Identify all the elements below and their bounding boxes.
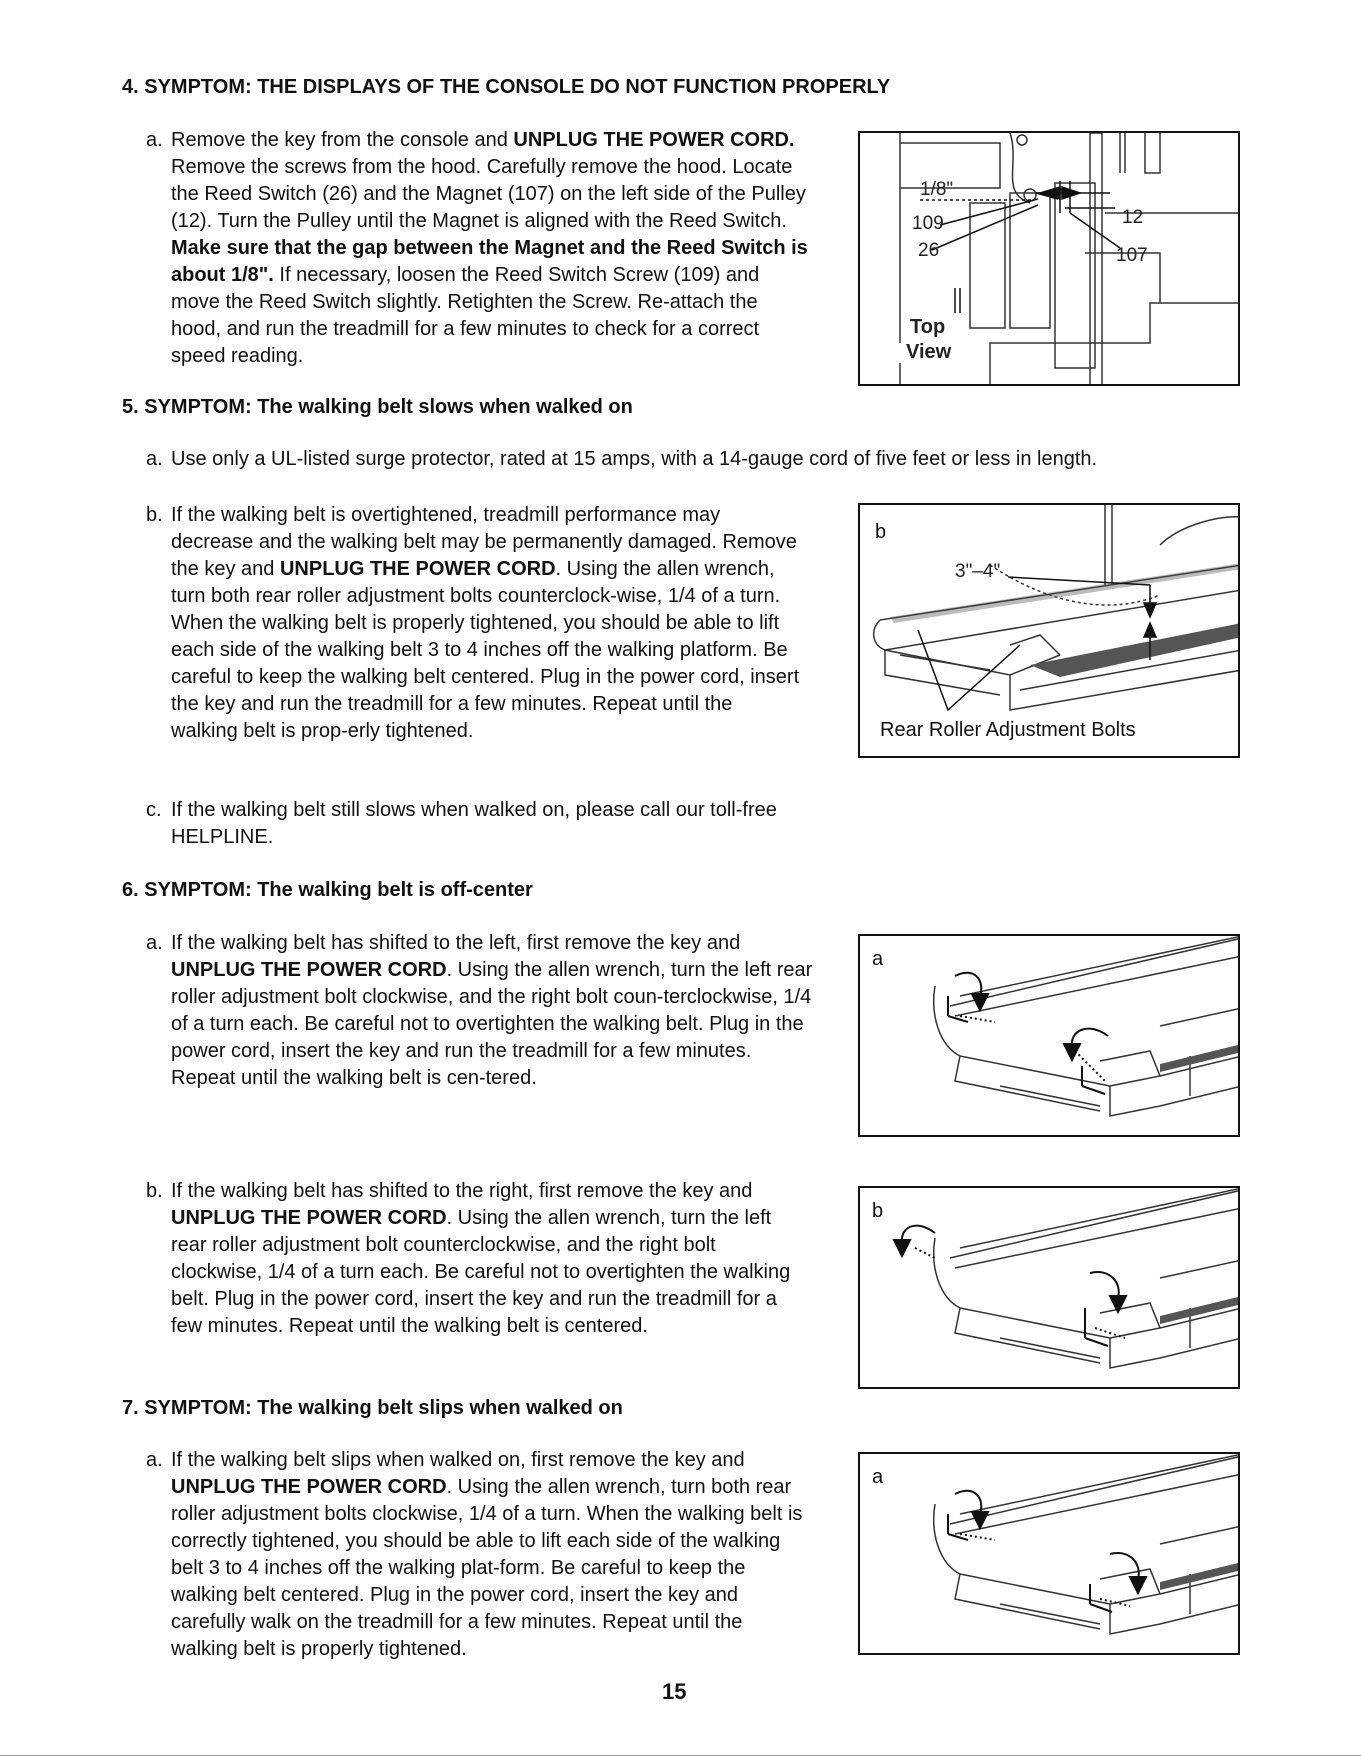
part-109-label: 109 bbox=[912, 213, 944, 234]
step-text: . Using the allen wrench, turn both rear roller adjustment bolts counterclock-wise, 1/4 of a turn. When the walking belt is properly tightened, you should be able to lift each side of the walking belt 3 to 4 inches off the walking platform. Be careful to keep the walking belt centered. Plug in the power cord, insert the key and run the treadmill for a few minutes. Repeat until the walking belt is prop-erly tightened. bbox=[171, 558, 800, 742]
belt-tension-figure bbox=[858, 503, 1240, 758]
step-text: Remove the screws from the hood. Carefully remove the hood. Locate the Reed Switch (26) and the Magnet (107) on the left side of the Pulley (12). Turn the Pulley until the Magnet is aligned with the Reed Switch. bbox=[171, 156, 806, 232]
step-label: a. bbox=[146, 1449, 163, 1471]
step-text: If the walking belt still slows when walked on, please call our toll-free HELPLINE. bbox=[171, 799, 777, 848]
step-text: . Using the allen wrench, turn both rear roller adjustment bolts clockwise, 1/4 of a turn. When the walking belt is correctly tightened, you should be able to lift each side of the walking belt 3 to 4 inches off the walking plat-form. Be careful to keep the walking belt centered. Plug in the power cord, insert the key and carefully walk on the treadmill for a few minutes. Repeat until the walking belt is properly tightened. bbox=[171, 1476, 803, 1660]
page-number: 15 bbox=[662, 1679, 687, 1704]
step-label: b. bbox=[146, 1180, 163, 1202]
reed-switch-top-view-figure bbox=[858, 131, 1240, 386]
step-label: a. bbox=[146, 129, 163, 151]
step-text: Remove the key from the console and bbox=[171, 129, 514, 151]
figure-letter: a bbox=[872, 1466, 884, 1488]
section-6-step-a bbox=[146, 930, 813, 1092]
section-7-heading: 7. SYMPTOM: The walking belt slips when walked on bbox=[122, 1397, 623, 1419]
top-view-label-line1: Top bbox=[910, 316, 946, 338]
part-12-label: 12 bbox=[1122, 207, 1144, 228]
step-text: If the walking belt has shifted to the right, first remove the key and bbox=[171, 1180, 753, 1202]
top-view-label-line2: View bbox=[906, 341, 952, 363]
section-5-step-a bbox=[146, 446, 1231, 473]
warning-text: UNPLUG THE POWER CORD bbox=[171, 1476, 447, 1498]
step-label: b. bbox=[146, 504, 163, 526]
warning-text: UNPLUG THE POWER CORD bbox=[279, 558, 556, 580]
part-107-label: 107 bbox=[1116, 245, 1148, 266]
figure-letter: a bbox=[872, 948, 884, 970]
warning-text: UNPLUG THE POWER CORD. bbox=[513, 129, 795, 151]
belt-left-shift-figure bbox=[858, 934, 1240, 1137]
step-label: a. bbox=[146, 448, 163, 470]
warning-text: UNPLUG THE POWER CORD bbox=[171, 959, 447, 981]
section-5-heading: 5. SYMPTOM: The walking belt slows when walked on bbox=[122, 396, 633, 418]
figure-letter: b bbox=[872, 1200, 884, 1222]
belt-slip-figure bbox=[858, 1452, 1240, 1655]
belt-slip-adjust-diagram bbox=[860, 1454, 1240, 1655]
right-shift-adjust-diagram bbox=[860, 1188, 1240, 1389]
section-6-step-b bbox=[146, 1178, 811, 1340]
lift-dimension-label: 3"–4" bbox=[955, 561, 1001, 582]
figure-caption: Rear Roller Adjustment Bolts bbox=[880, 719, 1136, 741]
step-text: If the walking belt has shifted to the left, first remove the key and bbox=[171, 932, 741, 954]
step-text: . Using the allen wrench, turn the left rear roller adjustment bolt counterclockwise, and the right bolt clockwise, 1/4 of a turn each. Be careful not to overtighten the walking belt. Plug in the power cord, insert the key and run the treadmill for a few minutes. Repeat until the walking belt is centered. bbox=[171, 1207, 791, 1337]
bottom-rule bbox=[0, 1755, 1361, 1756]
step-text: If the walking belt slips when walked on, first remove the key and bbox=[171, 1449, 745, 1471]
step-text: If necessary, loosen the Reed Switch Screw (109) and move the Reed Switch slightly. Retighten the Screw. Re-attach the hood, and run the treadmill for a few minutes to check for a correct speed reading. bbox=[171, 264, 760, 367]
section-4-heading: 4. SYMPTOM: THE DISPLAYS OF THE CONSOLE DO NOT FUNCTION PROPERLY bbox=[122, 76, 891, 98]
gap-dimension-label: 1/8" bbox=[920, 179, 954, 200]
figure-letter: b bbox=[875, 521, 887, 543]
section-4-step-a bbox=[146, 127, 813, 370]
part-26-label: 26 bbox=[918, 240, 940, 261]
left-shift-adjust-diagram bbox=[860, 936, 1240, 1137]
reed-switch-diagram bbox=[860, 133, 1240, 386]
step-text: . Using the allen wrench, turn the left rear roller adjustment bolt clockwise, and the right bolt coun-terclockwise, 1/4 of a turn each. Be careful not to overtighten the walking belt. Plug in the power cord, insert the key and run the treadmill for a few minutes. Repeat until the walking belt is cen-tered. bbox=[171, 959, 813, 1089]
warning-text: UNPLUG THE POWER CORD bbox=[171, 1207, 447, 1229]
section-5-step-b bbox=[146, 502, 801, 745]
section-5-step-c bbox=[146, 797, 811, 851]
belt-right-shift-figure bbox=[858, 1186, 1240, 1389]
step-label: c. bbox=[146, 799, 162, 821]
emphasis-text: Make sure that the gap between the Magnet and the Reed Switch is about 1/8". bbox=[171, 237, 808, 286]
section-7-step-a bbox=[146, 1447, 813, 1663]
step-text: Use only a UL-listed surge protector, rated at 15 amps, with a 14-gauge cord of five feet or less in length. bbox=[171, 448, 1098, 470]
step-label: a. bbox=[146, 932, 163, 954]
section-6-heading: 6. SYMPTOM: The walking belt is off-center bbox=[122, 879, 533, 901]
step-text: If the walking belt is overtightened, treadmill performance may decrease and the walking belt may be permanently damaged. Remove the key and bbox=[171, 504, 797, 580]
